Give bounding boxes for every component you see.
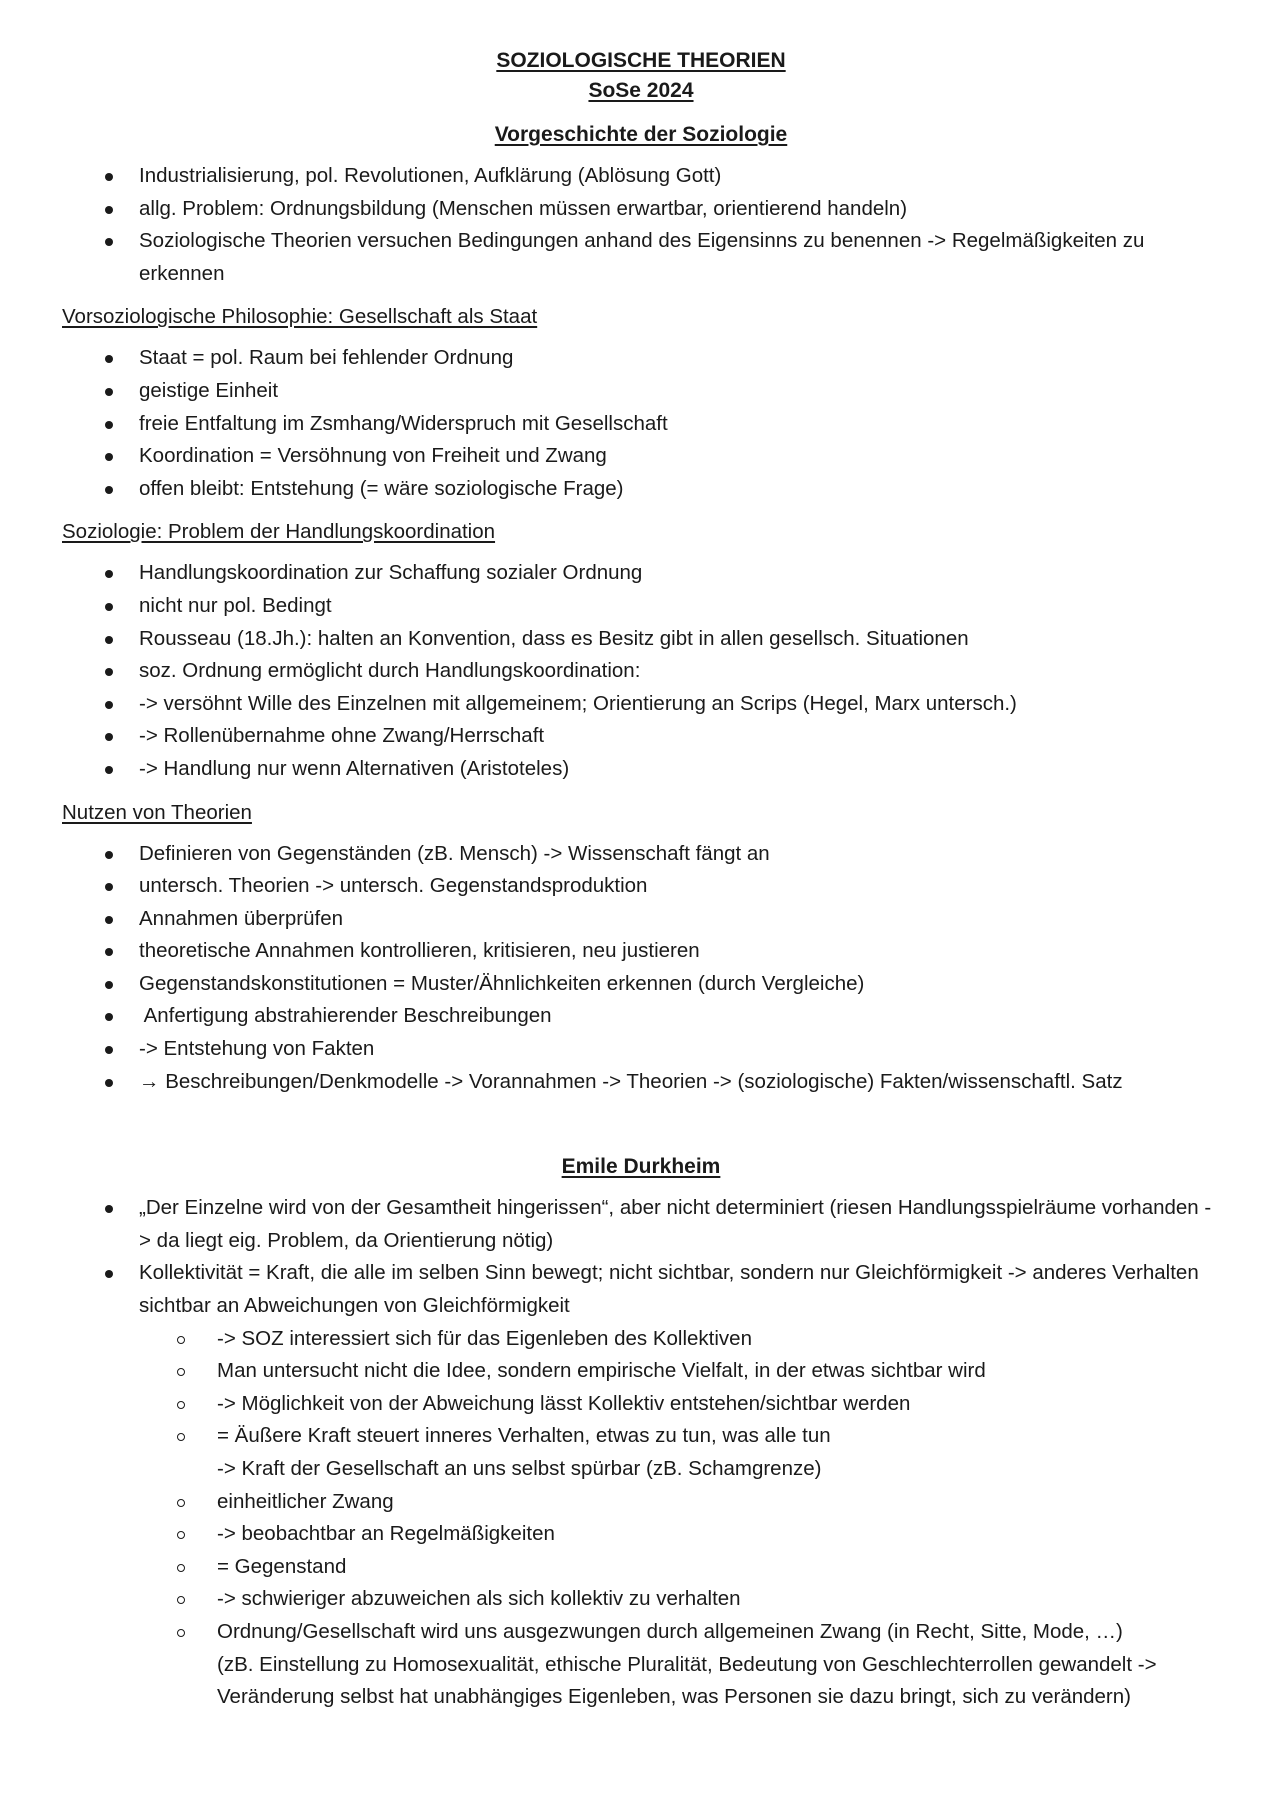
list-item: Definieren von Gegenständen (zB. Mensch) -> Wissenschaft fängt an (62, 838, 1220, 871)
bullet-list-durkheim (62, 1192, 1220, 1322)
section-heading-nutzen: Nutzen von Theorien (62, 800, 252, 824)
sub-list-text: = Gegenstand (217, 1554, 347, 1578)
sub-list-text: -> SOZ interessiert sich für das Eigenleben des Kollektiven (217, 1326, 752, 1350)
bullet-list-vorgeschichte (62, 160, 1220, 290)
list-item: Industrialisierung, pol. Revolutionen, Aufklärung (Ablösung Gott) (62, 160, 1220, 193)
list-item: Annahmen überprüfen (62, 903, 1220, 936)
section-heading-vorgeschichte: Vorgeschichte der Soziologie (494, 123, 788, 146)
bullet-list-nutzen (62, 838, 1220, 1099)
sub-list-item (139, 1420, 1220, 1485)
list-item: freie Entfaltung im Zsmhang/Widerspruch mit Gesellschaft (62, 408, 1220, 441)
bullet-list-soziologie (62, 557, 1220, 785)
list-item: nicht nur pol. Bedingt (62, 590, 1220, 623)
list-item: -> Entstehung von Fakten (62, 1033, 1220, 1066)
list-item: -> versöhnt Wille des Einzelnen mit allgemeinem; Orientierung an Scrips (Hegel, Marx untersch.) (62, 688, 1220, 721)
list-item: „Der Einzelne wird von der Gesamtheit hingerissen“, aber nicht determiniert (riesen Handlungsspielräume vorhanden -> da liegt eig. Problem, da Orientierung nötig) (62, 1192, 1220, 1257)
list-item: untersch. Theorien -> untersch. Gegenstandsproduktion (62, 870, 1220, 903)
list-item: Soziologische Theorien versuchen Bedingungen anhand des Eigensinns zu benennen -> Regelmäßigkeiten zu erkennen (62, 225, 1220, 290)
sub-list-text: = Äußere Kraft steuert inneres Verhalten, etwas zu tun, was alle tun (217, 1424, 831, 1448)
sub-list-text: Ordnung/Gesellschaft wird uns ausgezwungen durch allgemeinen Zwang (in Recht, Sitte, Mode, …) (217, 1619, 1123, 1643)
list-item: soz. Ordnung ermöglicht durch Handlungskoordination: (62, 655, 1220, 688)
sub-list-text: -> schwieriger abzuweichen als sich kollektiv zu verhalten (217, 1587, 741, 1611)
section-heading-durkheim: Emile Durkheim (561, 1155, 721, 1179)
sub-list-item (139, 1518, 1220, 1551)
sub-list-item (139, 1323, 1220, 1356)
circle-list-durkheim (139, 1323, 1220, 1714)
sub-list-item (139, 1355, 1220, 1388)
sub-list-item (139, 1583, 1220, 1616)
section-heading-soziologie: Soziologie: Problem der Handlungskoordination (62, 520, 496, 544)
sub-list-text: -> Möglichkeit von der Abweichung lässt Kollektiv entstehen/sichtbar werden (217, 1391, 911, 1415)
sub-list-item (139, 1551, 1220, 1584)
sub-list-item (139, 1486, 1220, 1519)
list-item: Gegenstandskonstitutionen = Muster/Ähnlichkeiten erkennen (durch Vergleiche) (62, 968, 1220, 1001)
list-item: -> Rollenübernahme ohne Zwang/Herrschaft (62, 720, 1220, 753)
page-title: SOZIOLOGISCHE THEORIEN (496, 49, 786, 72)
list-item: allg. Problem: Ordnungsbildung (Menschen müssen erwartbar, orientierend handeln) (62, 193, 1220, 226)
list-item: geistige Einheit (62, 375, 1220, 408)
list-item: Anfertigung abstrahierender Beschreibungen (62, 1000, 1220, 1033)
list-item: → Beschreibungen/Denkmodelle -> Vorannahmen -> Theorien -> (soziologische) Fakten/wissenschaftl. Satz (62, 1066, 1220, 1099)
list-item (62, 1257, 1220, 1322)
list-item: Staat = pol. Raum bei fehlender Ordnung (62, 342, 1220, 375)
sub-list-text: -> beobachtbar an Regelmäßigkeiten (217, 1522, 555, 1546)
sub-list-item (139, 1616, 1220, 1714)
sub-list-text: -> Kraft der Gesellschaft an uns selbst spürbar (zB. Schamgrenze) (217, 1457, 822, 1480)
list-item: Handlungskoordination zur Schaffung sozialer Ordnung (62, 557, 1220, 590)
list-item: Koordination = Versöhnung von Freiheit und Zwang (62, 440, 1220, 473)
list-item: -> Handlung nur wenn Alternativen (Aristoteles) (62, 753, 1220, 786)
page-subtitle: SoSe 2024 (588, 79, 694, 102)
section-heading-vorsoziologisch: Vorsoziologische Philosophie: Gesellschaft als Staat (62, 305, 538, 329)
bullet-list-vorsoziologisch (62, 342, 1220, 505)
list-item: theoretische Annahmen kontrollieren, kritisieren, neu justieren (62, 935, 1220, 968)
sub-list-item (139, 1388, 1220, 1421)
sub-list-text: Man untersucht nicht die Idee, sondern empirische Vielfalt, in der etwas sichtbar wird (217, 1359, 986, 1383)
list-item: offen bleibt: Entstehung (= wäre soziologische Frage) (62, 473, 1220, 506)
list-item-text: Kollektivität = Kraft, die alle im selben Sinn bewegt; nicht sichtbar, sondern nur Gleichförmigkeit -> anderes Verhalten sichtbar an Abweichungen von Gleichförmigkeit (139, 1261, 1199, 1318)
list-item: Rousseau (18.Jh.): halten an Konvention, dass es Besitz gibt in allen gesellsch. Situationen (62, 623, 1220, 656)
sublist-wrapper (62, 1323, 1220, 1714)
sub-list-text: einheitlicher Zwang (217, 1489, 394, 1513)
spacer (62, 1098, 1220, 1138)
sub-list-text: (zB. Einstellung zu Homosexualität, ethische Pluralität, Bedeutung von Geschlechterrollen gewandelt -> Veränderung selbst hat unabhängiges Eigenleben, was Personen sie dazu bringt, sich zu verändern) (217, 1652, 1157, 1709)
